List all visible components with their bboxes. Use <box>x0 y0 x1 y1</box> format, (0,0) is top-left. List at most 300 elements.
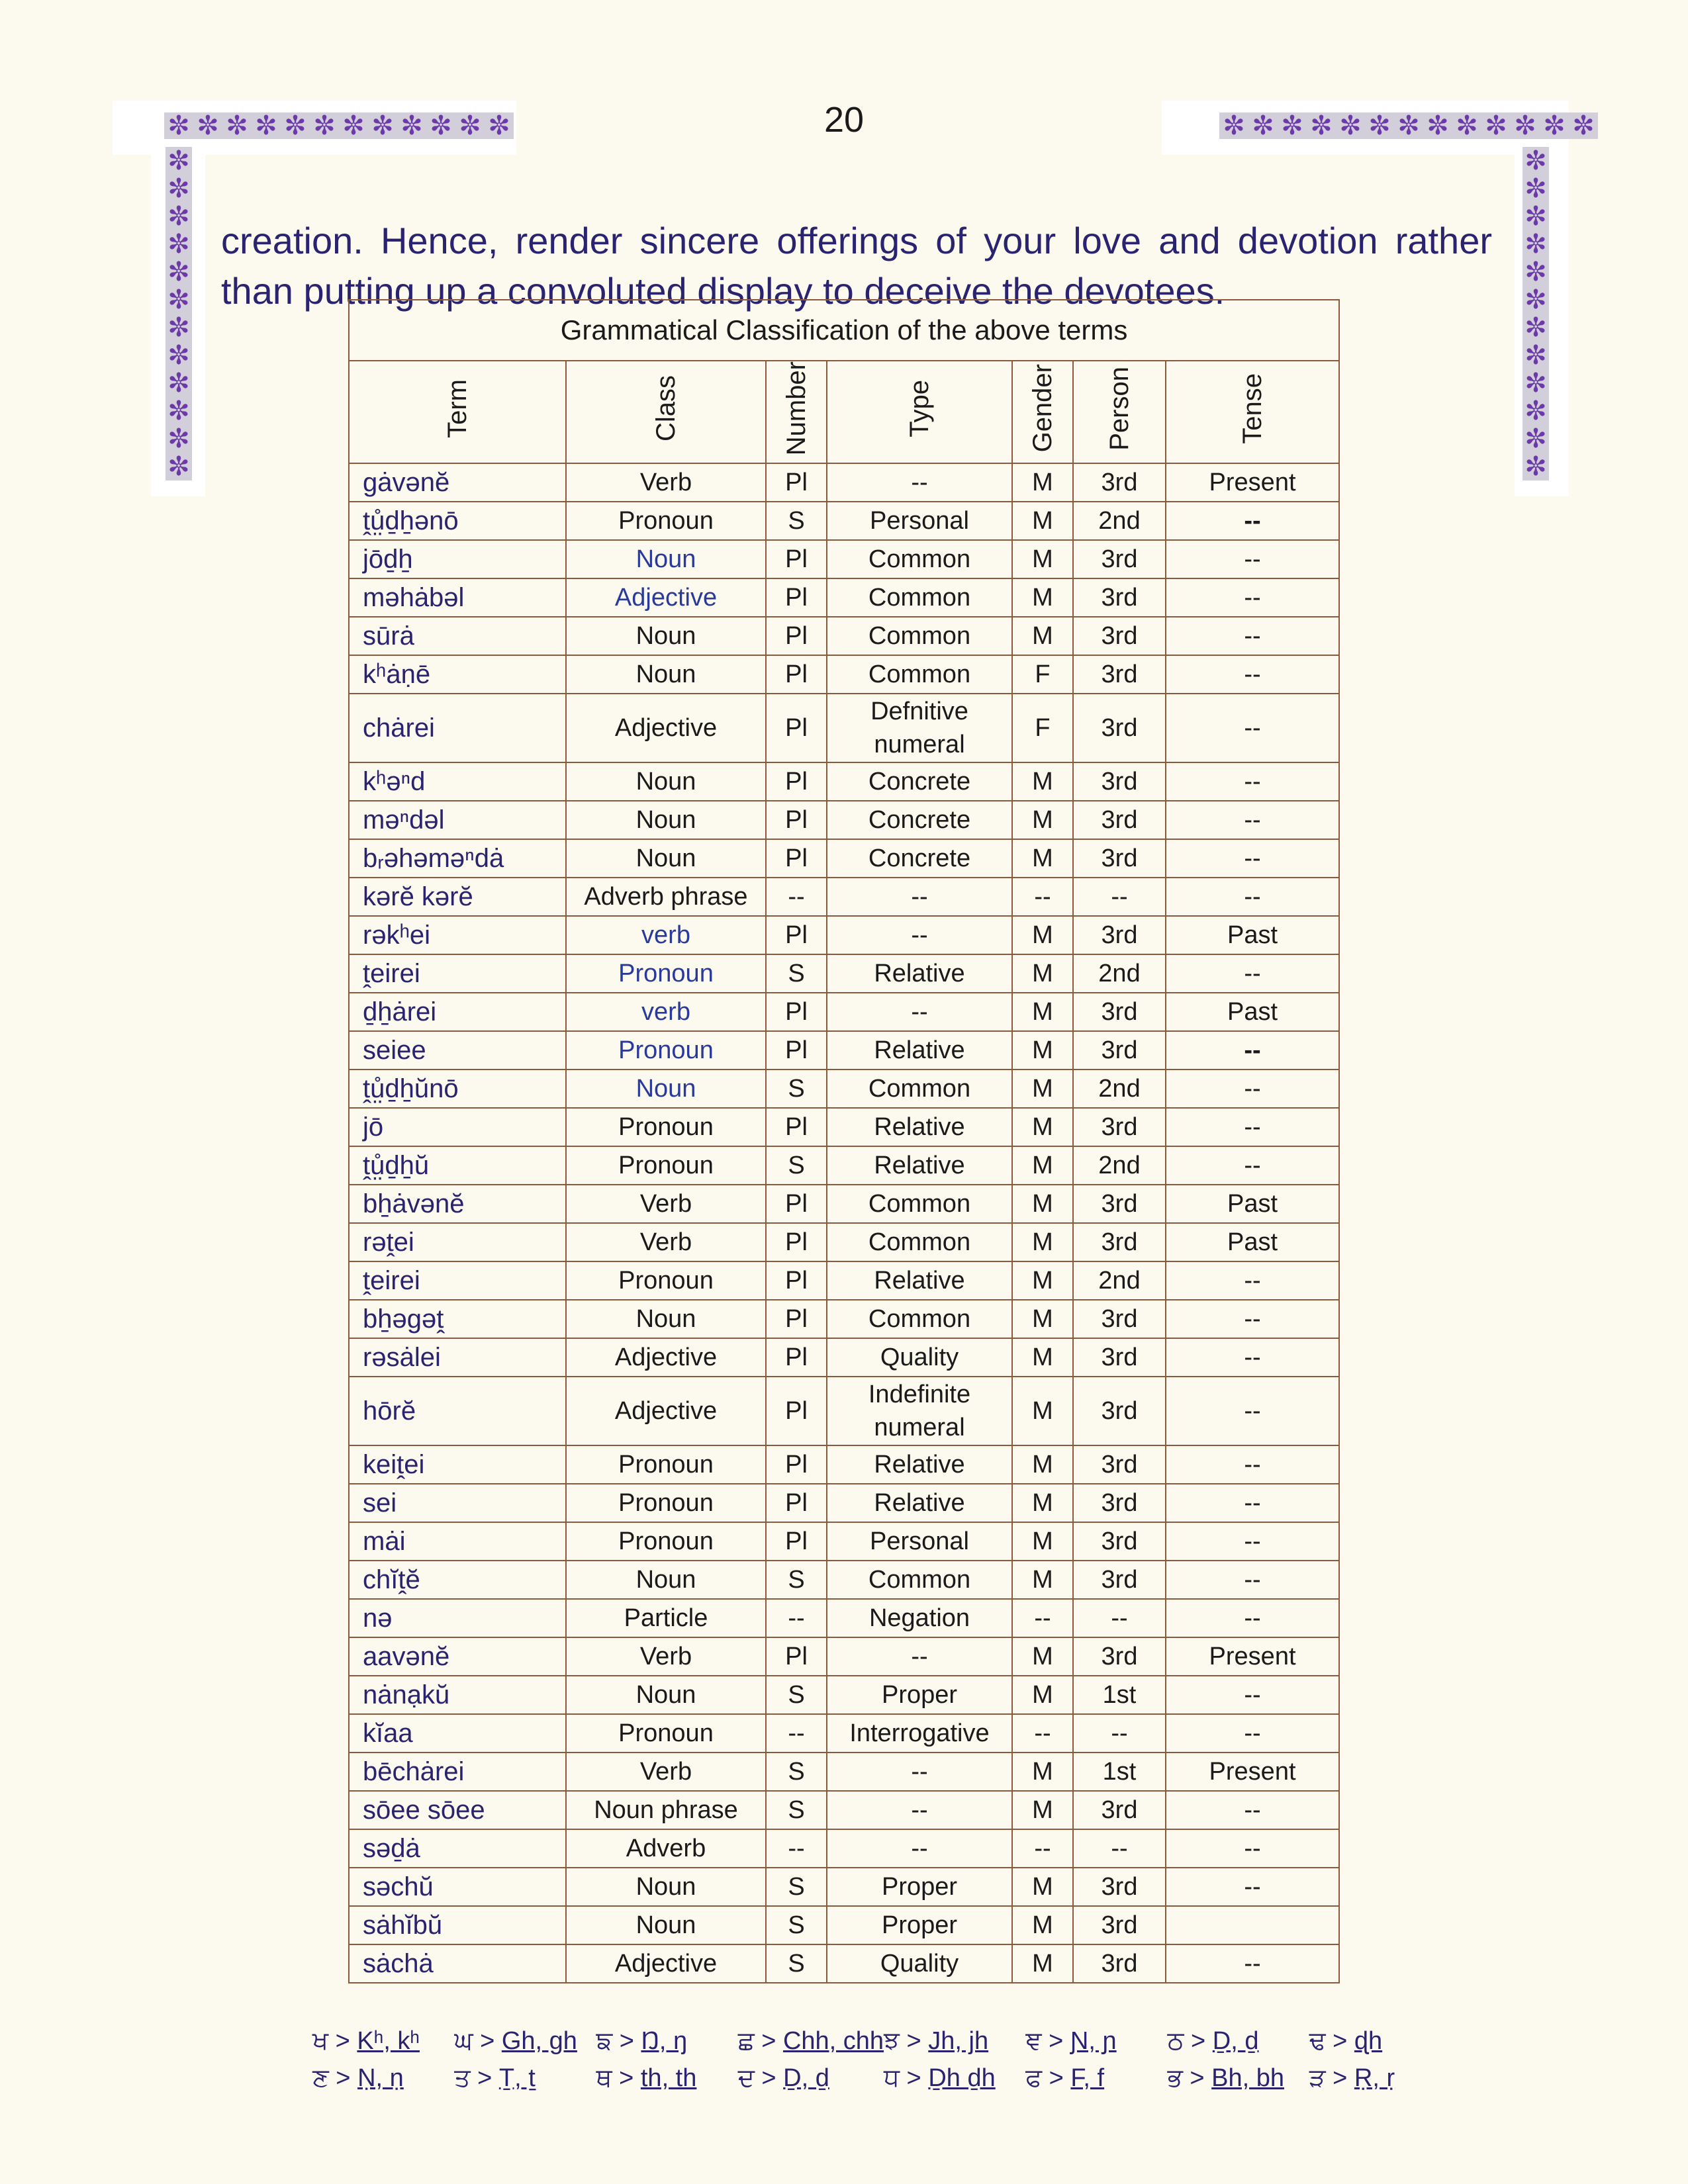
cell-tense: -- <box>1166 1868 1339 1906</box>
cell-tense: -- <box>1166 1944 1339 1983</box>
table-row <box>349 1599 1339 1637</box>
cell-person: -- <box>1073 878 1166 916</box>
table-row <box>349 1906 1339 1944</box>
cell-gender: M <box>1012 1185 1073 1223</box>
cell-class: Noun phrase <box>566 1791 766 1829</box>
cell-class: verb <box>566 916 766 954</box>
legend-item: ਧ > Ḏh ḏh <box>884 2064 996 2092</box>
cell-number: Pl <box>766 1338 827 1377</box>
table-row <box>349 578 1339 617</box>
cell-number: Pl <box>766 540 827 578</box>
flower-ornament-icon: ✼ <box>1524 173 1547 204</box>
legend-transliteration: F, f <box>1070 2064 1105 2092</box>
table-row <box>349 878 1339 916</box>
flower-ornament-icon: ✼ <box>1310 111 1333 141</box>
cell-tense: -- <box>1166 1069 1339 1108</box>
cell-term: jōḏẖ <box>349 540 566 578</box>
legend-item: ਞ > Ɲ, ɲ <box>1025 2027 1117 2055</box>
cell-gender: -- <box>1012 1599 1073 1637</box>
cell-class: Noun <box>566 1300 766 1338</box>
cell-term: nə <box>349 1599 566 1637</box>
cell-tense: -- <box>1166 1300 1339 1338</box>
cell-person: 3rd <box>1073 617 1166 655</box>
table-row <box>349 617 1339 655</box>
cell-number: -- <box>766 1714 827 1752</box>
cell-term: jō <box>349 1108 566 1146</box>
cell-number: Pl <box>766 1637 827 1676</box>
legend-transliteration: Ŋ, ŋ <box>641 2027 688 2055</box>
cell-type: Concrete <box>827 801 1012 839</box>
cell-tense: -- <box>1166 1377 1339 1445</box>
legend-glyph: ਣ <box>312 2064 329 2092</box>
cell-term: keiṱei <box>349 1445 566 1484</box>
cell-person: 2nd <box>1073 1069 1166 1108</box>
cell-class: Noun <box>566 1868 766 1906</box>
cell-gender: -- <box>1012 1714 1073 1752</box>
cell-type: Relative <box>827 1484 1012 1522</box>
cell-number: Pl <box>766 1445 827 1484</box>
cell-person: 3rd <box>1073 1338 1166 1377</box>
cell-class: Pronoun <box>566 1108 766 1146</box>
cell-tense: Present <box>1166 1637 1339 1676</box>
cell-term: bẖȧvənĕ <box>349 1185 566 1223</box>
cell-person: 3rd <box>1073 1185 1166 1223</box>
table-row <box>349 502 1339 540</box>
cell-tense: Present <box>1166 463 1339 502</box>
cell-person: 3rd <box>1073 1522 1166 1561</box>
flower-ornament-icon: ✼ <box>342 111 365 141</box>
legend-glyph: ਘ <box>454 2027 473 2055</box>
legend-glyph: ਫ <box>1025 2064 1043 2092</box>
cell-person: 3rd <box>1073 655 1166 694</box>
cell-person: 3rd <box>1073 578 1166 617</box>
cell-class: Pronoun <box>566 1261 766 1300</box>
transliteration-legend <box>312 2024 1451 2095</box>
table-row <box>349 655 1339 694</box>
table-row <box>349 1714 1339 1752</box>
legend-transliteration: ɖh <box>1354 2027 1383 2055</box>
cell-number: Pl <box>766 655 827 694</box>
legend-glyph: ੜ <box>1309 2064 1326 2092</box>
cell-term: ṱṳ̊ḏẖənō <box>349 502 566 540</box>
cell-class: Noun <box>566 655 766 694</box>
legend-glyph: ਞ <box>1025 2027 1042 2055</box>
cell-type: Common <box>827 1069 1012 1108</box>
cell-person: -- <box>1073 1714 1166 1752</box>
column-header-number: Number <box>766 361 827 463</box>
cell-gender: M <box>1012 839 1073 878</box>
flower-ornament-icon: ✼ <box>1427 111 1449 141</box>
cell-number: Pl <box>766 463 827 502</box>
cell-class: Adjective <box>566 1377 766 1445</box>
cell-term: nȧnạkŭ <box>349 1676 566 1714</box>
legend-glyph: ਥ <box>596 2064 612 2092</box>
cell-type: Common <box>827 1300 1012 1338</box>
cell-gender: M <box>1012 916 1073 954</box>
table-row <box>349 1108 1339 1146</box>
cell-number: S <box>766 1676 827 1714</box>
cell-term: ṱeirei <box>349 954 566 993</box>
cell-tense: Present <box>1166 1752 1339 1791</box>
cell-type: -- <box>827 1637 1012 1676</box>
table-row <box>349 801 1339 839</box>
legend-transliteration: Kʰ, kʰ <box>357 2027 420 2055</box>
cell-person: 3rd <box>1073 463 1166 502</box>
cell-type: Relative <box>827 954 1012 993</box>
cell-gender: F <box>1012 655 1073 694</box>
cell-type: Common <box>827 1185 1012 1223</box>
cell-class: Noun <box>566 617 766 655</box>
legend-transliteration: Gh, gh <box>501 2027 577 2055</box>
cell-person: 3rd <box>1073 762 1166 801</box>
cell-number: Pl <box>766 1223 827 1261</box>
flower-ornament-icon: ✼ <box>167 173 190 204</box>
cell-gender: M <box>1012 1069 1073 1108</box>
flower-ornament-icon: ✼ <box>1368 111 1391 141</box>
cell-class: Noun <box>566 1906 766 1944</box>
cell-tense: -- <box>1166 655 1339 694</box>
legend-item: ਤ > Ṯ, ṯ <box>454 2064 536 2092</box>
cell-class: Pronoun <box>566 1146 766 1185</box>
cell-tense: -- <box>1166 694 1339 762</box>
cell-class: Noun <box>566 801 766 839</box>
cell-type: Interrogative <box>827 1714 1012 1752</box>
table-row <box>349 839 1339 878</box>
cell-class: Adjective <box>566 694 766 762</box>
cell-class: Pronoun <box>566 954 766 993</box>
flower-ornament-icon: ✼ <box>1524 285 1547 315</box>
cell-number: Pl <box>766 694 827 762</box>
flower-ornament-icon: ✼ <box>1524 451 1547 482</box>
cell-person: 3rd <box>1073 1377 1166 1445</box>
legend-item: ਛ > Chh, chh <box>737 2027 884 2055</box>
cell-tense: -- <box>1166 1676 1339 1714</box>
cell-person: 3rd <box>1073 1868 1166 1906</box>
cell-type: Proper <box>827 1906 1012 1944</box>
cell-term: rəsȧlei <box>349 1338 566 1377</box>
intro-paragraph: creation. Hence, render sincere offerings of your love and devotion rather than putting up a convoluted display to deceive the devotees. <box>221 220 1492 312</box>
cell-gender: M <box>1012 1791 1073 1829</box>
cell-gender: M <box>1012 1445 1073 1484</box>
cell-gender: M <box>1012 1223 1073 1261</box>
cell-gender: M <box>1012 1484 1073 1522</box>
cell-tense: -- <box>1166 578 1339 617</box>
cell-tense: Past <box>1166 1223 1339 1261</box>
legend-transliteration: Ḏ, ḏ <box>1212 2027 1259 2055</box>
cell-person: 3rd <box>1073 1031 1166 1069</box>
cell-number: S <box>766 1752 827 1791</box>
flower-ornament-icon: ✼ <box>1397 111 1420 141</box>
flower-ornament-icon: ✼ <box>167 146 190 176</box>
cell-term: bēchȧrei <box>349 1752 566 1791</box>
cell-class: Adjective <box>566 578 766 617</box>
cell-term: seiee <box>349 1031 566 1069</box>
cell-type: -- <box>827 878 1012 916</box>
cell-term: sūrȧ <box>349 617 566 655</box>
flower-ornament-icon: ✼ <box>430 111 452 141</box>
cell-person: 3rd <box>1073 1223 1166 1261</box>
flower-ornament-icon: ✼ <box>1456 111 1478 141</box>
cell-gender: M <box>1012 617 1073 655</box>
cell-class: Noun <box>566 1069 766 1108</box>
flower-ornament-icon: ✼ <box>1524 146 1547 176</box>
cell-class: Adverb phrase <box>566 878 766 916</box>
cell-person: 3rd <box>1073 1561 1166 1599</box>
cell-number: -- <box>766 1829 827 1868</box>
table-row <box>349 1829 1339 1868</box>
legend-transliteration: Bh, bh <box>1211 2064 1284 2092</box>
cell-number: Pl <box>766 916 827 954</box>
flower-ornament-icon: ✼ <box>167 312 190 343</box>
cell-gender: -- <box>1012 878 1073 916</box>
legend-glyph: ਧ <box>884 2064 900 2092</box>
cell-gender: M <box>1012 1300 1073 1338</box>
legend-transliteration: Jh, jh <box>928 2027 989 2055</box>
legend-item: ਖ > Kʰ, kʰ <box>312 2027 420 2055</box>
cell-class: Adjective <box>566 1338 766 1377</box>
table-row <box>349 1031 1339 1069</box>
legend-item: ਠ > Ḏ, ḏ <box>1167 2027 1259 2055</box>
cell-term: sōee sōee <box>349 1791 566 1829</box>
flower-ornament-icon: ✼ <box>459 111 481 141</box>
table-row <box>349 1944 1339 1983</box>
legend-item: ਙ > Ŋ, ŋ <box>596 2027 688 2055</box>
cell-type: Proper <box>827 1868 1012 1906</box>
cell-class: Pronoun <box>566 1031 766 1069</box>
cell-type: Relative <box>827 1445 1012 1484</box>
table-row <box>349 1561 1339 1599</box>
flower-ornament-icon: ✼ <box>167 257 190 287</box>
cell-person: 3rd <box>1073 540 1166 578</box>
cell-class: Pronoun <box>566 1714 766 1752</box>
cell-number: Pl <box>766 617 827 655</box>
cell-gender: M <box>1012 993 1073 1031</box>
cell-gender: M <box>1012 578 1073 617</box>
cell-tense: -- <box>1166 878 1339 916</box>
column-header-term: Term <box>349 361 566 463</box>
legend-transliteration: Ṇ, ṇ <box>357 2064 404 2092</box>
cell-type: Personal <box>827 502 1012 540</box>
table-row <box>349 694 1339 762</box>
cell-class: Noun <box>566 839 766 878</box>
cell-gender: M <box>1012 1146 1073 1185</box>
cell-person: 3rd <box>1073 993 1166 1031</box>
flower-ornament-icon: ✼ <box>313 111 336 141</box>
column-header-gender: Gender <box>1012 361 1073 463</box>
table-row <box>349 1522 1339 1561</box>
cell-type: Defnitive numeral <box>827 694 1012 762</box>
flower-ornament-icon: ✼ <box>1543 111 1566 141</box>
cell-type: -- <box>827 916 1012 954</box>
cell-number: -- <box>766 878 827 916</box>
cell-term: gȧvənĕ <box>349 463 566 502</box>
flower-ornament-icon: ✼ <box>167 396 190 426</box>
cell-number: Pl <box>766 993 827 1031</box>
flower-ornament-icon: ✼ <box>167 285 190 315</box>
column-header-class: Class <box>566 361 766 463</box>
table-header-row <box>349 361 1339 463</box>
cell-gender: M <box>1012 801 1073 839</box>
legend-item: ਣ > Ṇ, ṇ <box>312 2064 404 2092</box>
cell-person: 3rd <box>1073 1484 1166 1522</box>
flower-ornament-icon: ✼ <box>167 111 190 141</box>
flower-ornament-icon: ✼ <box>167 368 190 398</box>
cell-gender: M <box>1012 463 1073 502</box>
cell-term: səchŭ <box>349 1868 566 1906</box>
ornament-strip-right <box>1523 147 1549 480</box>
cell-class: Pronoun <box>566 1445 766 1484</box>
cell-class: Verb <box>566 1185 766 1223</box>
flower-ornament-icon: ✼ <box>1339 111 1362 141</box>
cell-gender: M <box>1012 1108 1073 1146</box>
cell-tense: -- <box>1166 540 1339 578</box>
cell-gender: M <box>1012 762 1073 801</box>
table-row <box>349 1223 1339 1261</box>
cell-term: kʰəⁿd <box>349 762 566 801</box>
table-row <box>349 1637 1339 1676</box>
cell-term: ḏẖȧrei <box>349 993 566 1031</box>
cell-type: Common <box>827 578 1012 617</box>
cell-class: Adjective <box>566 1944 766 1983</box>
table-row <box>349 1146 1339 1185</box>
cell-gender: M <box>1012 1637 1073 1676</box>
table-row <box>349 1868 1339 1906</box>
column-header-type: Type <box>827 361 1012 463</box>
cell-person: 3rd <box>1073 1637 1166 1676</box>
cell-type: Negation <box>827 1599 1012 1637</box>
cell-gender: M <box>1012 954 1073 993</box>
cell-type: -- <box>827 1752 1012 1791</box>
cell-number: Pl <box>766 762 827 801</box>
legend-transliteration: Ḏh ḏh <box>928 2064 996 2092</box>
cell-term: sei <box>349 1484 566 1522</box>
flower-ornament-icon: ✼ <box>1485 111 1507 141</box>
cell-type: Common <box>827 1223 1012 1261</box>
cell-person: 3rd <box>1073 1445 1166 1484</box>
cell-type: Common <box>827 540 1012 578</box>
cell-type: Common <box>827 1561 1012 1599</box>
cell-class: Verb <box>566 463 766 502</box>
cell-gender: M <box>1012 1676 1073 1714</box>
cell-tense: Past <box>1166 1185 1339 1223</box>
cell-tense: -- <box>1166 1445 1339 1484</box>
table-row <box>349 1261 1339 1300</box>
table-row <box>349 993 1339 1031</box>
flower-ornament-icon: ✼ <box>488 111 510 141</box>
cell-tense: -- <box>1166 1791 1339 1829</box>
cell-type: Relative <box>827 1108 1012 1146</box>
cell-term: sȧchȧ <box>349 1944 566 1983</box>
cell-tense: -- <box>1166 1522 1339 1561</box>
legend-item: ਢ > ɖh <box>1309 2027 1383 2055</box>
cell-gender: M <box>1012 1377 1073 1445</box>
cell-term: məⁿdəl <box>349 801 566 839</box>
cell-gender: M <box>1012 1338 1073 1377</box>
cell-class: Pronoun <box>566 502 766 540</box>
cell-number: S <box>766 1944 827 1983</box>
cell-tense: -- <box>1166 1561 1339 1599</box>
table-row <box>349 1069 1339 1108</box>
cell-type: Indefinite numeral <box>827 1377 1012 1445</box>
cell-number: Pl <box>766 1522 827 1561</box>
legend-transliteration: Ɲ, ɲ <box>1070 2027 1117 2055</box>
cell-tense: -- <box>1166 1108 1339 1146</box>
cell-person: 3rd <box>1073 694 1166 762</box>
legend-transliteration: Ṯ, ṯ <box>498 2064 536 2092</box>
cell-gender: M <box>1012 1944 1073 1983</box>
legend-transliteration: th, th <box>640 2064 697 2092</box>
cell-tense: -- <box>1166 1599 1339 1637</box>
flower-ornament-icon: ✼ <box>1524 340 1547 371</box>
cell-tense: -- <box>1166 1261 1339 1300</box>
table-row <box>349 1300 1339 1338</box>
legend-glyph: ਛ <box>737 2027 755 2055</box>
flower-ornament-icon: ✼ <box>197 111 219 141</box>
cell-gender: M <box>1012 1868 1073 1906</box>
cell-type: -- <box>827 1829 1012 1868</box>
cell-class: Adverb <box>566 1829 766 1868</box>
cell-gender: M <box>1012 1031 1073 1069</box>
cell-tense: Past <box>1166 916 1339 954</box>
cell-gender: M <box>1012 502 1073 540</box>
cell-tense: -- <box>1166 1829 1339 1868</box>
cell-number: Pl <box>766 1031 827 1069</box>
cell-term: kərĕ kərĕ <box>349 878 566 916</box>
flower-ornament-icon: ✼ <box>1524 257 1547 287</box>
flower-ornament-icon: ✼ <box>167 451 190 482</box>
column-header-person: Person <box>1073 361 1166 463</box>
flower-ornament-icon: ✼ <box>167 424 190 454</box>
cell-number: S <box>766 1146 827 1185</box>
cell-tense: -- <box>1166 1031 1339 1069</box>
cell-term: məhȧbəl <box>349 578 566 617</box>
cell-tense: -- <box>1166 954 1339 993</box>
classification-table <box>348 299 1340 1983</box>
table-row <box>349 1445 1339 1484</box>
cell-term: kʰȧṇē <box>349 655 566 694</box>
table-row <box>349 1185 1339 1223</box>
table-row <box>349 463 1339 502</box>
cell-number: Pl <box>766 1108 827 1146</box>
cell-term: bᵣəhəməⁿdȧ <box>349 839 566 878</box>
cell-person: -- <box>1073 1829 1166 1868</box>
table-row <box>349 954 1339 993</box>
flower-ornament-icon: ✼ <box>167 340 190 371</box>
cell-number: S <box>766 502 827 540</box>
cell-class: Noun <box>566 540 766 578</box>
cell-number: S <box>766 1906 827 1944</box>
cell-gender: M <box>1012 1906 1073 1944</box>
cell-tense: -- <box>1166 502 1339 540</box>
cell-class: Pronoun <box>566 1522 766 1561</box>
cell-number: Pl <box>766 578 827 617</box>
table-row <box>349 1791 1339 1829</box>
column-header-tense: Tense <box>1166 361 1339 463</box>
flower-ornament-icon: ✼ <box>1572 111 1595 141</box>
flower-ornament-icon: ✼ <box>1524 424 1547 454</box>
cell-tense: -- <box>1166 617 1339 655</box>
cell-class: Verb <box>566 1752 766 1791</box>
cell-term: səḏȧ <box>349 1829 566 1868</box>
cell-number: S <box>766 1868 827 1906</box>
cell-term: rəṱei <box>349 1223 566 1261</box>
cell-term: rəkʰei <box>349 916 566 954</box>
cell-type: -- <box>827 993 1012 1031</box>
table-row <box>349 1676 1339 1714</box>
cell-term: chĭṱĕ <box>349 1561 566 1599</box>
ornament-strip-left <box>165 147 192 480</box>
cell-number: Pl <box>766 1484 827 1522</box>
